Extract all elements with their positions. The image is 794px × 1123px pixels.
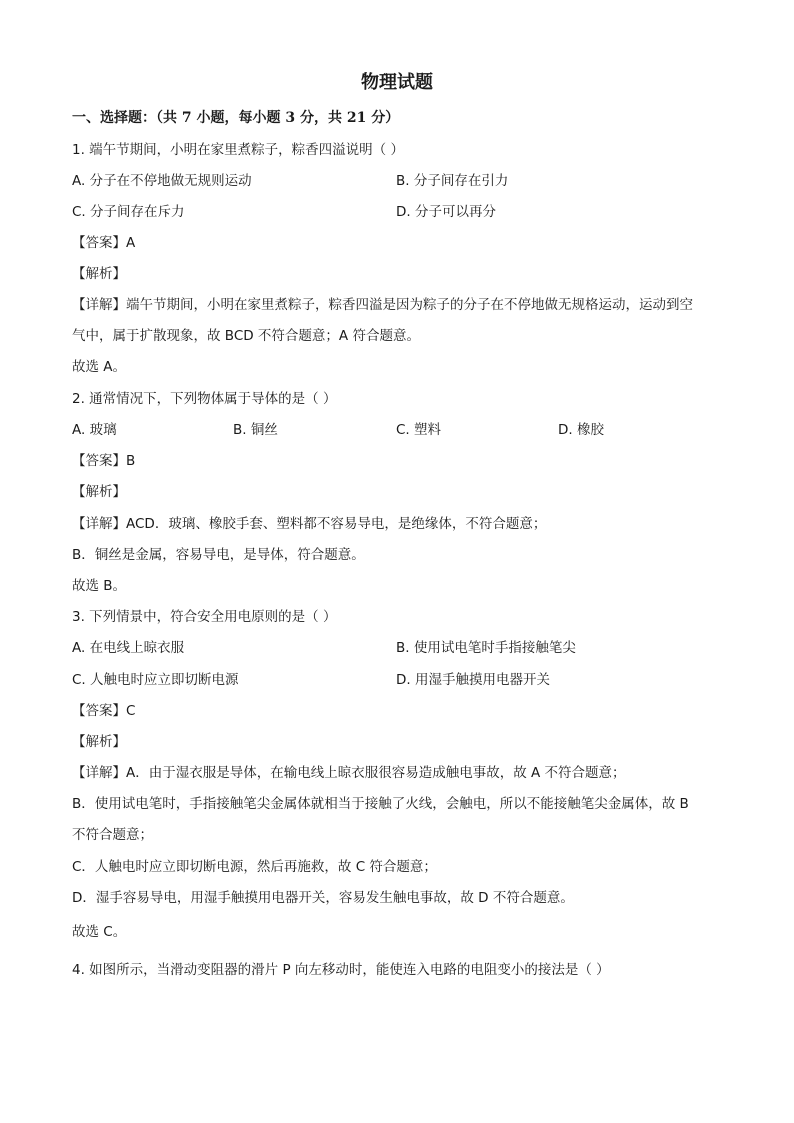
- question-4-stem: 4. 如图所示，当滑动变阻器的滑片 P 向左移动时，能使连入电路的电阻变小的接法是（ ）: [72, 962, 610, 978]
- section-heading: 一、选择题：（共 7 小题，每小题 3 分，共 21 分）: [72, 110, 400, 126]
- question-3-detail-line-4: C．人触电时应立即切断电源，然后再施救，故 C 符合题意；: [72, 859, 437, 875]
- question-1-option-d: D. 分子可以再分: [396, 204, 496, 220]
- question-3-detail-line-2: B．使用试电笔时，手指接触笔尖金属体就相当于接触了火线，会触电，所以不能接触笔尖金属体，故 B: [72, 796, 689, 812]
- question-2-answer: 【答案】B: [72, 453, 136, 469]
- question-2-option-b: B. 铜丝: [233, 422, 278, 438]
- question-1-stem: 1. 端午节期间，小明在家里煮粽子，粽香四溢说明（ ）: [72, 142, 404, 158]
- question-3-answer: 【答案】C: [72, 703, 136, 719]
- question-3-option-a: A. 在电线上晾衣服: [72, 640, 185, 656]
- question-3-option-b: B. 使用试电笔时手指接触笔尖: [396, 640, 576, 656]
- question-1-option-b: B. 分子间存在引力: [396, 173, 509, 189]
- page-title: 物理试题: [361, 72, 433, 93]
- question-2-conclusion: 故选 B。: [72, 578, 127, 594]
- question-1-option-a: A. 分子在不停地做无规则运动: [72, 173, 252, 189]
- question-2-option-d: D. 橡胶: [558, 422, 604, 438]
- question-2-stem: 2. 通常情况下，下列物体属于导体的是（ ）: [72, 391, 337, 407]
- question-3-detail-line-5: D．湿手容易导电，用湿手触摸用电器开关，容易发生触电事故，故 D 不符合题意。: [72, 890, 574, 906]
- question-1-conclusion: 故选 A。: [72, 359, 127, 375]
- question-3-analysis-label: 【解析】: [72, 734, 126, 750]
- question-1-detail-line-1: 【详解】端午节期间，小明在家里煮粽子，粽香四溢是因为粽子的分子在不停地做无规格运动，运动到空: [72, 297, 693, 313]
- question-3-stem: 3. 下列情景中，符合安全用电原则的是（ ）: [72, 609, 337, 625]
- question-2-option-a: A. 玻璃: [72, 422, 117, 438]
- question-2-option-c: C. 塑料: [396, 422, 442, 438]
- question-2-detail-line-1: 【详解】ACD．玻璃、橡胶手套、塑料都不容易导电，是绝缘体，不符合题意；: [72, 516, 547, 532]
- question-1-answer: 【答案】A: [72, 235, 136, 251]
- question-2-analysis-label: 【解析】: [72, 484, 126, 500]
- question-1-detail-line-2: 气中，属于扩散现象，故 BCD 不符合题意；A 符合题意。: [72, 328, 420, 344]
- question-2-detail-line-2: B．铜丝是金属，容易导电，是导体，符合题意。: [72, 547, 365, 563]
- question-3-detail-line-1: 【详解】A．由于湿衣服是导体，在输电线上晾衣服很容易造成触电事故，故 A 不符合题意；: [72, 765, 626, 781]
- question-3-conclusion: 故选 C。: [72, 924, 127, 940]
- question-1-analysis-label: 【解析】: [72, 266, 126, 282]
- question-3-detail-line-3: 不符合题意；: [72, 827, 153, 843]
- question-3-option-c: C. 人触电时应立即切断电源: [72, 672, 239, 688]
- question-3-option-d: D. 用湿手触摸用电器开关: [396, 672, 550, 688]
- question-1-option-c: C. 分子间存在斥力: [72, 204, 185, 220]
